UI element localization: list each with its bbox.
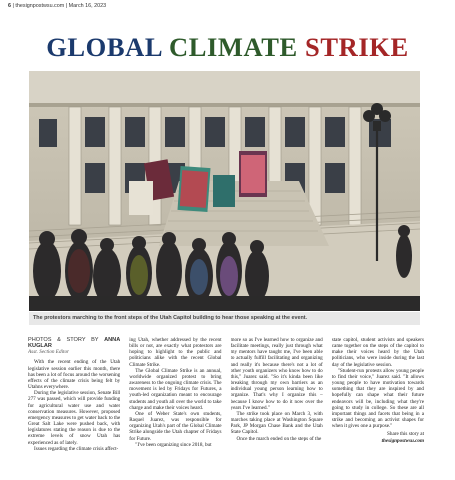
photo-caption: The protestors marching to the front steps of the Utah Capitol building to hear those speaking at the event.	[29, 312, 420, 325]
article-column-1	[28, 337, 120, 477]
protest-photo	[29, 71, 420, 311]
headline-word-climate: CLIMATE	[168, 32, 298, 62]
paragraph: more so as I've learned how to organize and facilitate meetings, really just through what my mentors have taught me, I've been able to actually fulfill facilitating and organizing and really it's because there's not a lot of other youth organizers who know how to do this," Juarez said. "So it's kinda been like breaking through my own barriers as an individual young person learning how to organize. That's why I organize this – because I know how to do it now over the years I've learned."	[230, 337, 323, 411]
page-number: 6	[8, 3, 11, 9]
article-body	[28, 337, 424, 477]
paragraph: Issues regarding the climate crisis affect-	[34, 445, 119, 452]
paragraph: The strike took place on March 3, with marches taking place at Washington Square Park, JP Morgan Chase Bank and the Utah State Capitol.	[230, 410, 323, 436]
article-column-2	[129, 337, 221, 477]
page-header: 6 | thesignpostwsu.com | March 16, 2023	[8, 3, 107, 9]
paragraph: Once the march ended on the steps of the	[236, 435, 322, 442]
share-link[interactable]: thesignpostwsu.com	[381, 437, 424, 444]
headline	[0, 34, 455, 61]
paragraph: During the legislative session, Senate Bill 277 was passed, which will provide funding for agricultural water use and water conservation measures. However, proposed emergency measures to get water back to the Great Salt Lake were pushed back, with legislatures stating the reason is due to the extreme levels of snow Utah has experienced as of lately.	[28, 390, 121, 446]
paragraph: ing Utah, whether addressed by the recent bills or not, are exactly what protestors are hoping to highlight to the public and politicians alike with the recent Global Climate Strike.	[129, 337, 222, 368]
article-column-4	[332, 337, 424, 477]
paragraph: state capitol, student activists and speakers came together on the steps of the capitol to make their voices heard by the Utah politicians, who were inside during the last day of the legislative session.	[331, 337, 424, 368]
byline	[28, 337, 120, 349]
byline-name: ANNA KUGLAR	[28, 337, 121, 350]
headline-word-strike: STRIKE	[305, 32, 409, 62]
paragraph: "Student-run protests allow young people to find their voice," Juarez said. "It allows young people to have motivation towards something that they are inspired by and hopefully can shape what their future endeavors will be, including what they're going to study in college. So these are all important things and facets that being in a strike and becoming an activist shapes for when it gives one a purpose."	[331, 367, 424, 430]
issue-date: March 16, 2023	[68, 3, 107, 9]
headline-word-global: GLOBAL	[46, 32, 162, 62]
byline-prefix: PHOTOS & STORY BY	[28, 337, 99, 343]
paragraph: "I've been organizing since 2018, but	[135, 441, 212, 448]
byline-role: Asst. Section Editor	[28, 349, 70, 356]
paragraph: One of Weber State's own students, Raquel Juarez, was responsible for organizing Utah's part of the Global Climate Strike alongside the Utah chapter of Fridays for Future.	[129, 410, 222, 442]
protest-photo-illustration	[29, 71, 420, 311]
share-label: Share this story at	[387, 431, 424, 438]
paragraph: The Global Climate Strike is an annual, worldwide organized protest to bring awareness to the ongoing climate crisis. The movement is led by Fridays for Futures, a youth-led organization meant to encourage students and youth all over the world to take charge and make their voices heard.	[129, 367, 222, 411]
article-column-3	[231, 337, 323, 477]
paragraph: With the recent ending of the Utah legislative session earlier this month, there has been a lot of focus around the worsening effects of the climate crisis being felt by Utahns everywhere.	[28, 359, 121, 391]
site-name: thesignpostwsu.com	[15, 3, 65, 9]
